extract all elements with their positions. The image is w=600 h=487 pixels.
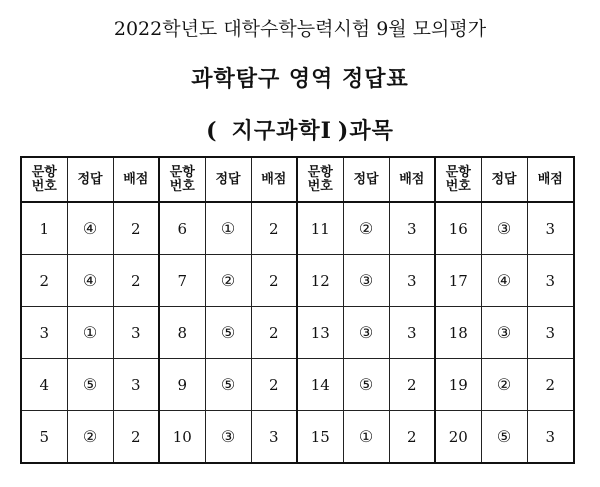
points-cell: 3 [527,255,574,307]
header-points: 배점 [251,157,297,202]
question-number-cell: 3 [21,307,67,359]
answer-cell: ⑤ [67,359,113,411]
answer-cell: ④ [67,255,113,307]
question-number-cell: 2 [21,255,67,307]
answer-cell: ⑤ [481,411,527,464]
answer-cell: ① [343,411,389,464]
answer-cell: ⑤ [205,307,251,359]
answer-cell: ④ [67,202,113,255]
header-answer: 정답 [205,157,251,202]
question-number-cell: 6 [159,202,205,255]
question-number-cell: 10 [159,411,205,464]
answer-table [20,156,575,464]
question-number-cell: 16 [435,202,481,255]
header-number: 문항 번호 [435,157,481,202]
points-cell: 3 [527,411,574,464]
points-cell: 2 [389,359,435,411]
points-cell: 3 [527,202,574,255]
points-cell: 2 [251,202,297,255]
answer-cell: ③ [481,307,527,359]
question-number-cell: 5 [21,411,67,464]
question-number-cell: 8 [159,307,205,359]
answer-cell: ③ [481,202,527,255]
answer-cell: ③ [343,307,389,359]
table-row [21,307,574,359]
question-number-cell: 15 [297,411,343,464]
answer-cell: ② [67,411,113,464]
question-number-cell: 18 [435,307,481,359]
answer-cell: ③ [343,255,389,307]
question-number-cell: 14 [297,359,343,411]
header-answer: 정답 [67,157,113,202]
subject-close: )과목 [337,118,394,144]
question-number-cell: 19 [435,359,481,411]
table-row [21,411,574,464]
answer-cell: ④ [481,255,527,307]
header-number: 문항 번호 [159,157,205,202]
header-points: 배점 [113,157,159,202]
header-answer: 정답 [481,157,527,202]
header-points: 배점 [389,157,435,202]
points-cell: 2 [389,411,435,464]
table-row [21,255,574,307]
points-cell: 3 [113,307,159,359]
points-cell: 2 [113,255,159,307]
points-cell: 3 [389,307,435,359]
answer-cell: ② [481,359,527,411]
points-cell: 2 [113,411,159,464]
table-header-row [21,157,574,202]
question-number-cell: 11 [297,202,343,255]
answer-cell: ② [343,202,389,255]
points-cell: 2 [527,359,574,411]
question-number-cell: 20 [435,411,481,464]
answer-cell: ③ [205,411,251,464]
header-answer: 정답 [343,157,389,202]
points-cell: 2 [251,255,297,307]
points-cell: 2 [113,202,159,255]
points-cell: 3 [389,255,435,307]
points-cell: 3 [113,359,159,411]
header-number: 문항 번호 [297,157,343,202]
table-row [21,202,574,255]
answer-cell: ⑤ [205,359,251,411]
subject-open-paren: ( [206,118,218,144]
exam-title: 2022학년도 대학수학능력시험 9월 모의평가 [113,18,487,40]
section-title: 과학탐구 영역 정답표 [191,66,409,92]
question-number-cell: 12 [297,255,343,307]
answer-cell: ⑤ [343,359,389,411]
question-number-cell: 13 [297,307,343,359]
answer-cell: ① [67,307,113,359]
answer-cell: ② [205,255,251,307]
subject-name: 지구과학Ⅰ [231,118,332,144]
question-number-cell: 1 [21,202,67,255]
question-number-cell: 4 [21,359,67,411]
answer-cell: ① [205,202,251,255]
question-number-cell: 7 [159,255,205,307]
question-number-cell: 17 [435,255,481,307]
question-number-cell: 9 [159,359,205,411]
points-cell: 3 [527,307,574,359]
points-cell: 2 [251,307,297,359]
points-cell: 3 [389,202,435,255]
points-cell: 2 [251,359,297,411]
subject-title [0,114,600,145]
table-row [21,359,574,411]
header-number: 문항 번호 [21,157,67,202]
points-cell: 3 [251,411,297,464]
header-points: 배점 [527,157,574,202]
